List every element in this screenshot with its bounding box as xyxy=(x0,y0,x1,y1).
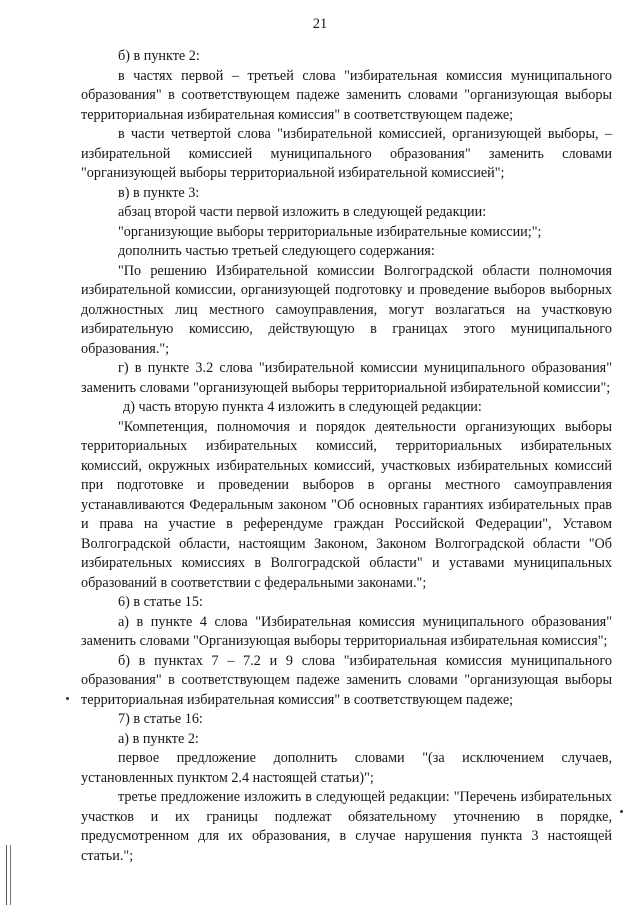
paragraph: "организующие выборы территориальные избирательные комиссии;"; xyxy=(118,223,542,240)
paragraph: а) в пункте 4 слова "Избирательная комиссия муниципального образования" заменить словами "Организующая выборы территориальная избирательная комиссия"; xyxy=(81,613,612,649)
paragraph: д) часть вторую пункта 4 изложить в следующей редакции: xyxy=(123,399,482,415)
scan-speck xyxy=(66,697,69,700)
paragraph: 6) в статье 15: xyxy=(118,594,203,610)
paragraph: б) в пунктах 7 – 7.2 и 9 слова "избирательная комиссия муниципального образования" в соответствующем падеже заменить словами "организующая выборы территориальная избирательная комиссия" в соответствующем падеже; xyxy=(81,652,612,708)
paragraph: "Компетенция, полномочия и порядок деятельности организующих выборы территориальных избирательных комиссий, территориальных избирательных комиссий, окружных избирательных комиссий, участковых избирательных комиссий при подготовке и проведении выборов в органы местного самоуправления устанавливаются Федеральным законом "Об основных гарантиях избирательных прав и права на участие в референдуме граждан Российской Федерации", Уставом Волгоградской области, настоящим Законом, Законом Волгоградской области "Об избирательных комиссиях в Волгоградской области" и уставами муниципальных образований в соответствии с федеральными законами."; xyxy=(81,418,612,591)
paragraph: третье предложение изложить в следующей редакции: "Перечень избирательных участков и их границы подлежат обязательному уточнению в порядке, предусмотренном для их образования, в случае нарушения пункта 3 настоящей статьи."; xyxy=(81,789,612,864)
paragraph: дополнить частью третьей следующего содержания: xyxy=(118,243,435,259)
page-number: 21 xyxy=(312,16,328,32)
paragraph: 7) в статье 16: xyxy=(118,711,203,727)
paragraph: в частях первой – третьей слова "избирательная комиссия муниципального образования" в соответствующем падеже заменить словами "организующая выборы территориальная избирательная комиссия" в соответствующем падеже; xyxy=(81,67,612,123)
paragraph: абзац второй части первой изложить в следующей редакции: xyxy=(118,204,487,220)
paragraph: б) в пункте 2: xyxy=(118,48,200,64)
scan-speck xyxy=(620,810,623,813)
paragraph: "По решению Избирательной комиссии Волгоградской области полномочия избирательной комиссии, организующей подготовку и проведение выборов выборных должностных лиц местного самоуправления, могут возлагаться на участковую избирательную комиссию, действующую в границах этого муниципального образования."; xyxy=(81,262,612,357)
paragraph: а) в пункте 2: xyxy=(118,730,199,747)
document-body xyxy=(81,47,612,866)
paragraph: в) в пункте 3: xyxy=(118,184,200,201)
paragraph: в части четвертой слова "избирательной комиссией, организующей выборы, – избирательной комиссией муниципального образования" заменить словами "организующей выборы территориальной избирательной комиссией"; xyxy=(81,126,612,181)
paragraph: первое предложение дополнить словами "(за исключением случаев, установленных пунктом 2.4 настоящей статьи)"; xyxy=(81,750,612,786)
paragraph: г) в пункте 3.2 слова "избирательной комиссии муниципального образования" заменить словами "организующей выборы территориальной избирательной комиссии"; xyxy=(81,360,612,396)
scan-margin-line xyxy=(6,845,11,905)
